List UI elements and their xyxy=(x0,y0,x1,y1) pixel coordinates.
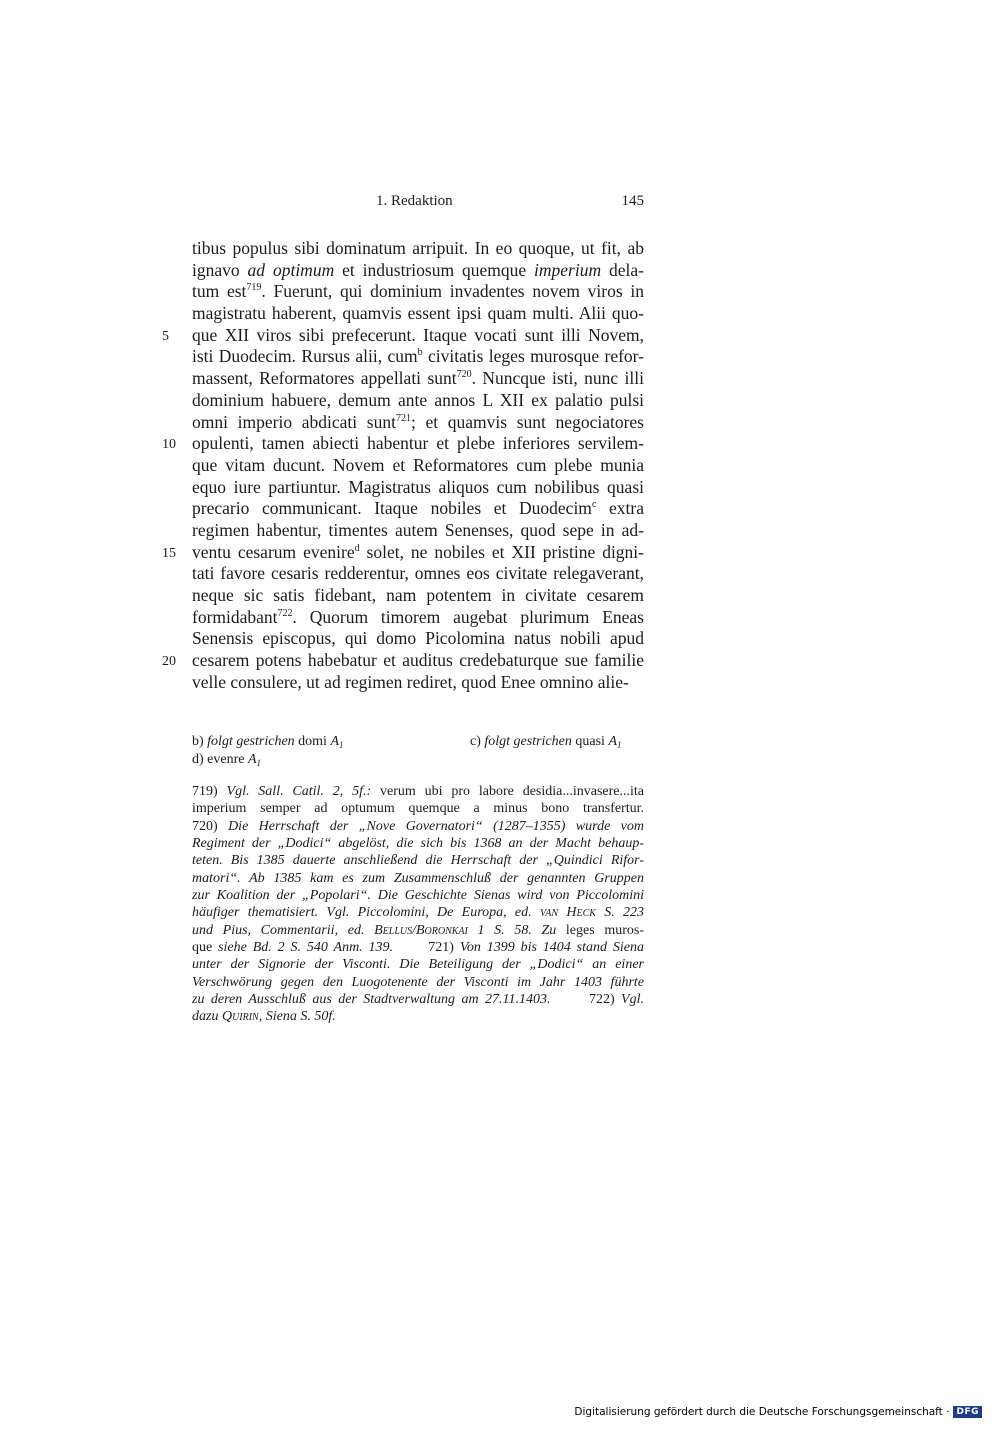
apparatus-note-c: c) folgt gestrichen quasi $A_1$ xyxy=(470,734,622,750)
text-run: omni imperio abdicati sunt xyxy=(192,411,396,432)
text-line xyxy=(192,585,644,607)
critical-apparatus xyxy=(192,733,644,768)
italic-run: Regiment der „Dodici“ abgelöst, die sich bis 1368 an der Macht behaup- xyxy=(192,836,644,852)
footnote-line xyxy=(192,887,644,904)
text-run: cesarem potens habebatur et auditus credebaturque sue familie xyxy=(192,650,644,671)
text-run: massent, Reformatores appellati sunt xyxy=(192,368,457,389)
text-run: 721) xyxy=(393,940,460,956)
text-line xyxy=(162,433,644,455)
line-number: 20 xyxy=(162,654,176,670)
small-caps-name: van Heck xyxy=(539,905,596,921)
text-run: tibus populus sibi dominatum arripuit. In eo quoque, ut fit, ab xyxy=(192,238,644,258)
text-run: . Nuncque isti, nunc illi xyxy=(471,368,644,389)
text-run: extra xyxy=(596,498,645,519)
note-marker: 722 xyxy=(277,607,293,619)
footnote-line xyxy=(192,974,644,991)
text-run: formidabant xyxy=(192,606,278,627)
apparatus-line xyxy=(192,733,644,751)
italic-run: , Siena S. 50f. xyxy=(258,1009,336,1025)
text-line xyxy=(192,628,644,650)
apparatus-note-d: d) evenre $A_1$ xyxy=(192,751,262,768)
italic-run: Die Herrschaft der „Nove Governatori“ (1287–1355) wurde vom xyxy=(228,818,645,834)
text-run: que xyxy=(192,940,219,956)
text-run: opulenti, tamen abiecti habentur et plebe inferiores servilem- xyxy=(192,433,644,454)
text-run: equo iure partiuntur. Magistratus aliquos cum nobilibus quasi xyxy=(192,476,644,497)
footnote-line xyxy=(192,904,644,921)
note-marker: 719 xyxy=(246,282,262,294)
text-line xyxy=(192,607,644,629)
text-line xyxy=(192,477,644,499)
footnote-line xyxy=(192,870,644,887)
italic-run: ad optimum xyxy=(247,259,335,280)
text-line xyxy=(192,260,644,282)
text-line xyxy=(162,541,644,564)
footnote-line xyxy=(192,800,644,817)
note-marker: 720 xyxy=(456,369,472,381)
text-run: ventu cesarum evenire xyxy=(192,541,355,562)
text-run: verum ubi pro labore desidia...invasere...ita xyxy=(371,784,645,799)
italic-run: Von 1399 bis 1404 stand Siena xyxy=(459,940,644,956)
text-run: que XII viros sibi prefecerunt. Itaque vocati sunt illi Novem, xyxy=(192,324,644,345)
note-marker: 721 xyxy=(395,412,411,424)
text-run: tati favore cesaris redderentur, omnes eos civitate relegaverant, xyxy=(192,563,644,584)
text-line xyxy=(192,390,644,412)
text-run: magistratu haberent, quamvis essent ipsi quam multi. Alii quo- xyxy=(192,303,644,324)
text-run: imperium semper ad optumum quemque a minus bono transfertur. xyxy=(192,801,644,817)
text-line xyxy=(192,238,644,260)
italic-run: häufiger thematisiert. Vgl. Piccolomini, De Europa, ed. xyxy=(192,905,540,921)
text-line xyxy=(192,303,644,325)
italic-run: Vgl. Sall. Catil. 2, 5f.: xyxy=(226,784,372,799)
text-run: isti Duodecim. Rursus alii, cum xyxy=(192,346,418,367)
page-number: 145 xyxy=(621,193,644,209)
text-run: que vitam ducunt. Novem et Reformatores cum plebe munia xyxy=(192,454,644,475)
text-line xyxy=(192,368,644,390)
note-marker: b xyxy=(417,347,423,359)
italic-run: S. 223 xyxy=(595,905,645,921)
running-header xyxy=(192,193,644,215)
apparatus-line xyxy=(192,751,644,769)
commentary-footnotes xyxy=(192,783,644,1026)
text-run: civitatis leges murosque refor- xyxy=(422,346,644,367)
text-run: et industriosum quemque xyxy=(334,259,535,280)
text-line xyxy=(162,324,644,347)
text-run: leges muros- xyxy=(556,922,644,938)
note-marker: c xyxy=(591,499,597,511)
text-run: neque sic satis fidebant, nam potentem in civitate cesarem xyxy=(192,585,644,605)
line-number: 5 xyxy=(162,328,169,344)
line-number: 15 xyxy=(162,545,176,561)
footnote-line xyxy=(192,852,644,869)
footnote-line xyxy=(192,818,644,835)
footnote-line xyxy=(192,783,644,800)
footnote-line xyxy=(192,939,644,956)
text-line xyxy=(192,563,644,585)
text-line xyxy=(192,412,644,434)
footnote-line xyxy=(192,922,644,939)
text-line xyxy=(192,281,644,303)
running-title: 1. Redaktion xyxy=(376,193,453,209)
text-run: dela- xyxy=(601,259,644,280)
italic-run: unter der Signorie der Visconti. Die Beteiligung der „Dodici“ an einer xyxy=(192,957,644,973)
text-run: solet, ne nobiles et XII pristine digni- xyxy=(359,541,644,562)
footnote-line xyxy=(192,991,644,1008)
italic-run: dazu xyxy=(192,1009,222,1025)
text-run: 722) xyxy=(550,992,622,1008)
edition-text xyxy=(162,238,645,693)
text-line xyxy=(162,650,644,672)
italic-run: matori“. Ab 1385 kam es zum Zusammenschluß der genannten Gruppen xyxy=(192,870,644,886)
text-run: 719) xyxy=(192,784,227,799)
italic-run: Verschwörung gegen den Luogotenente der Visconti im Jahr 1403 führte xyxy=(192,974,644,990)
italic-run: Vgl. xyxy=(621,992,644,1008)
small-caps-name: Quirin xyxy=(221,1009,259,1025)
text-run: tum est xyxy=(192,281,247,302)
credit-text: Digitalisierung gefördert durch die Deutsche Forschungsgemeinschaft · xyxy=(574,1406,950,1418)
text-run: velle consulere, ut ad regimen rediret, quod Enee omnino alie- xyxy=(192,671,629,692)
note-marker: d xyxy=(354,542,360,554)
text-run: dominium habuere, demum ante annos L XII ex palatio pulsi xyxy=(192,389,644,410)
italic-run: imperium xyxy=(534,259,602,280)
text-run: Senensis episcopus, qui domo Picolomina natus nobili apud xyxy=(192,628,644,649)
text-run: 720) xyxy=(192,818,229,834)
line-number: 10 xyxy=(162,437,176,453)
italic-run: siehe Bd. 2 S. 540 Anm. 139. xyxy=(218,940,394,956)
footnote-line xyxy=(192,1008,644,1025)
apparatus-note-b: b) folgt gestrichen domi $A_1$ xyxy=(192,734,344,750)
text-line xyxy=(192,455,644,477)
footnote-line xyxy=(192,956,644,973)
italic-run: zur Koalition der „Popolari“. Die Geschichte Sienas wird von Piccolomini xyxy=(192,888,644,904)
text-run: . Fuerunt, qui dominium invadentes novem viros in xyxy=(261,281,644,302)
text-run: regimen habentur, timentes autem Senenses, quod sepe in ad- xyxy=(192,519,644,540)
text-line xyxy=(192,498,644,520)
text-line xyxy=(192,520,644,542)
italic-run: und Pius, Commentarii, ed. xyxy=(192,922,375,938)
digitization-credit xyxy=(574,1406,982,1418)
text-run: . Quorum timorem augebat plurimum Eneas xyxy=(292,606,644,627)
text-run: ; et quamvis sunt negociatores xyxy=(410,411,644,432)
italic-run: 1 S. 58. Zu xyxy=(467,922,557,938)
text-line xyxy=(192,346,644,368)
italic-run: zu deren Ausschluß aus der Stadtverwaltung am 27.11.1403. xyxy=(192,992,551,1008)
footnote-line xyxy=(192,835,644,852)
dfg-logo: DFG xyxy=(953,1406,982,1418)
text-run: precario communicant. Itaque nobiles et Duodecim xyxy=(192,498,592,519)
text-run: ignavo xyxy=(192,259,248,280)
text-line xyxy=(192,672,644,694)
italic-run: teten. Bis 1385 dauerte anschließend die Herrschaft der „Quindici Rifor- xyxy=(192,853,644,869)
small-caps-name: Bellus/Boronkai xyxy=(374,922,468,938)
